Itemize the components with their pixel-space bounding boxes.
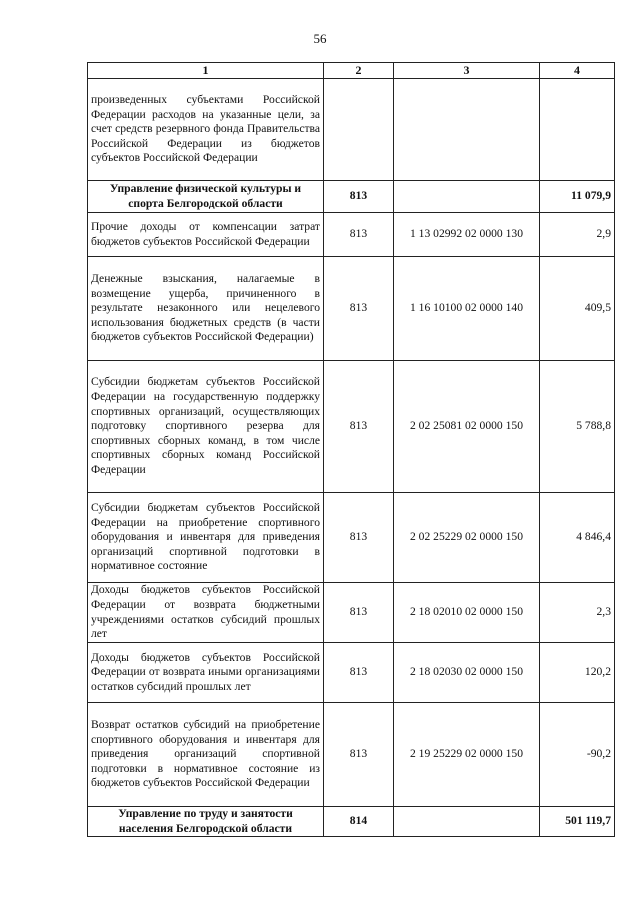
revenue-name-cell: Прочие доходы от компенсации затрат бюджетов субъектов Российской Федерации	[88, 213, 324, 257]
admin-code-cell: 813	[324, 703, 394, 807]
admin-code-cell: 813	[324, 257, 394, 361]
column-header-3: 3	[394, 63, 540, 79]
budget-code-cell	[394, 79, 540, 181]
revenue-name-cell: Субсидии бюджетам субъектов Российской Федерации на приобретение спортивного оборудования и инвентаря для приведения организаций спортивной подготовки в нормативное состояние	[88, 493, 324, 583]
amount-cell: 11 079,9	[540, 181, 615, 213]
revenue-name-cell: Субсидии бюджетам субъектов Российской Федерации на государственную поддержку спортивных организаций, осуществляющих подготовку спортивного резерва для спортивных сборных команд, в том числе спортивных сборных команд Российской Федерации	[88, 361, 324, 493]
admin-code-cell: 813	[324, 493, 394, 583]
table-row	[88, 257, 615, 361]
amount-cell: 120,2	[540, 643, 615, 703]
admin-code-cell: 813	[324, 643, 394, 703]
admin-code-cell: 814	[324, 807, 394, 837]
revenue-name-cell: произведенных субъектами Российской Федерации расходов на указанные цели, за счет средств резервного фонда Правительства Российской Федерации из бюджетов субъектов Российской Федерации	[88, 79, 324, 181]
budget-code-cell: 2 18 02030 02 0000 150	[394, 643, 540, 703]
revenue-name-cell: Возврат остатков субсидий на приобретение спортивного оборудования и инвентаря для приведения организаций спортивной подготовки в нормативное состояние из бюджетов субъектов Российской Федерации	[88, 703, 324, 807]
amount-cell: 5 788,8	[540, 361, 615, 493]
table-row	[88, 583, 615, 643]
admin-code-cell: 813	[324, 583, 394, 643]
budget-code-cell	[394, 807, 540, 837]
column-header-2: 2	[324, 63, 394, 79]
admin-code-cell: 813	[324, 181, 394, 213]
amount-cell: -90,2	[540, 703, 615, 807]
table-row	[88, 361, 615, 493]
revenue-name-cell: Доходы бюджетов субъектов Российской Федерации от возврата бюджетными учреждениями остатков субсидий прошлых лет	[88, 583, 324, 643]
table-row-group	[88, 181, 615, 213]
admin-code-cell: 813	[324, 213, 394, 257]
budget-code-cell: 2 02 25229 02 0000 150	[394, 493, 540, 583]
revenue-name-cell: Денежные взыскания, налагаемые в возмещение ущерба, причиненного в результате незаконного или нецелевого использования бюджетных средств (в части бюджетов субъектов Российской Федерации)	[88, 257, 324, 361]
amount-cell: 409,5	[540, 257, 615, 361]
table-row-group	[88, 807, 615, 837]
column-header-1: 1	[88, 63, 324, 79]
budget-code-cell: 2 18 02010 02 0000 150	[394, 583, 540, 643]
budget-code-cell: 1 13 02992 02 0000 130	[394, 213, 540, 257]
budget-code-cell: 2 19 25229 02 0000 150	[394, 703, 540, 807]
page-number: 56	[313, 31, 327, 46]
department-name-cell: Управление физической культуры и спорта Белгородской области	[88, 181, 324, 213]
table-row	[88, 703, 615, 807]
table-row	[88, 79, 615, 181]
column-header-4: 4	[540, 63, 615, 79]
amount-cell: 2,3	[540, 583, 615, 643]
amount-cell: 2,9	[540, 213, 615, 257]
budget-code-cell: 2 02 25081 02 0000 150	[394, 361, 540, 493]
budget-revenue-table	[87, 62, 615, 837]
table-row	[88, 643, 615, 703]
table-header-row	[88, 63, 615, 79]
amount-cell	[540, 79, 615, 181]
amount-cell: 501 119,7	[540, 807, 615, 837]
table-row	[88, 213, 615, 257]
revenue-name-cell: Доходы бюджетов субъектов Российской Федерации от возврата иными организациями остатков субсидий прошлых лет	[88, 643, 324, 703]
amount-cell: 4 846,4	[540, 493, 615, 583]
table-row	[88, 493, 615, 583]
admin-code-cell	[324, 79, 394, 181]
budget-code-cell	[394, 181, 540, 213]
budget-code-cell: 1 16 10100 02 0000 140	[394, 257, 540, 361]
department-name-cell: Управление по труду и занятости населения Белгородской области	[88, 807, 324, 837]
admin-code-cell: 813	[324, 361, 394, 493]
